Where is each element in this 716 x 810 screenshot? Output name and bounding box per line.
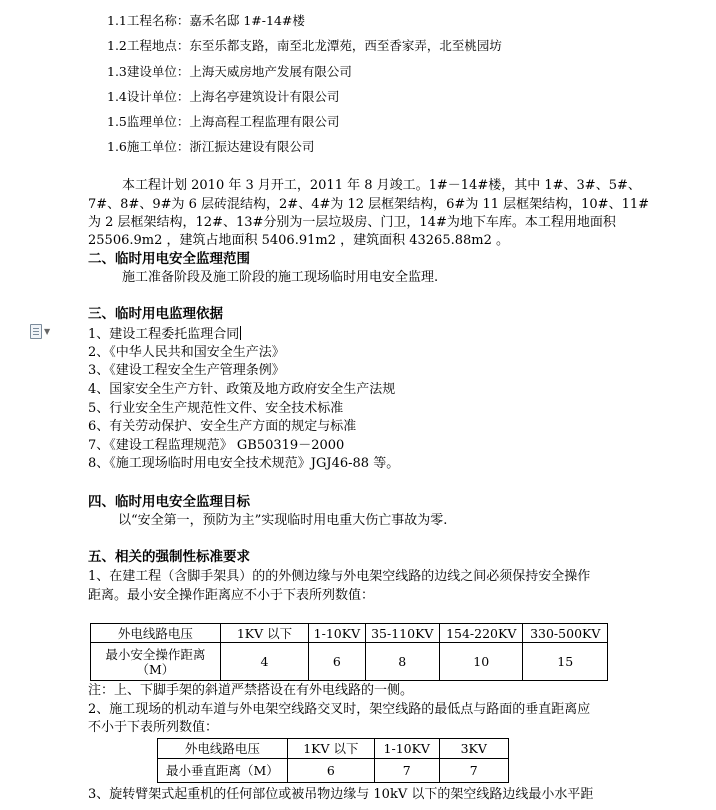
- info-line: 1.5监理单位：上海高程工程监理有限公司: [107, 114, 340, 129]
- section-heading: 五、相关的强制性标准要求: [88, 549, 250, 565]
- table-note: 注：上、下脚手架的斜道严禁搭设在有外电线路的一侧。: [88, 683, 414, 698]
- table-cell: 6: [309, 643, 365, 681]
- table-cell: 15: [523, 643, 608, 681]
- table-cell: 7: [439, 759, 508, 783]
- list-item: 7、《建设工程监理规范》 GB50319－2000: [88, 438, 345, 453]
- paragraph-line: 2、施工现场的机动车道与外电架空线路交叉时，架空线路的最低点与路面的垂直距离应: [88, 702, 591, 717]
- table-cell: 1-10KV: [374, 739, 439, 759]
- overview-line: 为 2 层框架结构，12#、13#分别为一层垃圾房、门卫，14#为地下车库。本工程用地面积: [88, 215, 616, 230]
- paragraph-line: 1、在建工程（含脚手架具）的的外侧边缘与外电架空线路的边线之间必须保持安全操作: [88, 569, 591, 584]
- document-icon: [30, 324, 42, 339]
- table-cell: 1KV 以下: [287, 739, 374, 759]
- overview-line: 7#、8#、9#为 6 层砖混结构，2#、4#为 12 层框架结构，6#为 11 层框架结构，10#、11#: [88, 197, 649, 212]
- overview-line: 本工程计划 2010 年 3 月开工，2011 年 8 月竣工。1#－14#楼，其中 1#、3#、5#、: [122, 178, 641, 193]
- info-line: 1.4设计单位：上海名亭建筑设计有限公司: [107, 89, 340, 104]
- distance-table-1: [90, 623, 608, 681]
- paragraph-line: 距离。最小安全操作距离应不小于下表所列数值：: [88, 588, 375, 603]
- info-line: 1.1工程名称：嘉禾名邸 1#-14#楼: [107, 13, 305, 28]
- table-row: [91, 643, 608, 681]
- list-item[interactable]: [88, 326, 241, 343]
- table-row: [158, 759, 509, 783]
- chevron-down-icon: ▼: [44, 327, 51, 336]
- table-cell: 6: [287, 759, 374, 783]
- table-cell: 10: [439, 643, 522, 681]
- list-item: 6、有关劳动保护、安全生产方面的规定与标准: [88, 419, 357, 434]
- table-header-row: [91, 624, 608, 643]
- list-item: 2、《中华人民共和国安全生产法》: [88, 345, 285, 360]
- list-item: 4、国家安全生产方针、政策及地方政府安全生产法规: [88, 382, 396, 397]
- table-cell: 154-220KV: [439, 624, 522, 643]
- info-line: 1.6施工单位：浙江振达建设有限公司: [107, 139, 315, 154]
- list-item: 8、《施工现场临时用电安全技术规范》JGJ46-88 等。: [88, 456, 400, 471]
- section-text: 以“安全第一，预防为主”实现临时用电重大伤亡事故为零.: [118, 513, 448, 528]
- info-line: 1.3建设单位：上海天威房地产发展有限公司: [107, 64, 352, 79]
- text-cursor: [240, 326, 241, 340]
- table-cell: 4: [220, 643, 309, 681]
- distance-table-2: [157, 738, 509, 783]
- row-unit: （M）: [136, 661, 175, 677]
- table-cell: 外电线路电压: [91, 624, 221, 643]
- table-cell: 330-500KV: [523, 624, 608, 643]
- table-cell: 1-10KV: [309, 624, 365, 643]
- table-cell: 1KV 以下: [220, 624, 309, 643]
- row-label: 最小安全操作距离: [105, 646, 206, 662]
- document-icon[interactable]: [30, 324, 52, 340]
- table-header-row: [158, 739, 509, 759]
- table-cell: 8: [365, 643, 439, 681]
- section-heading: 三、临时用电监理依据: [88, 306, 223, 322]
- list-item: 5、行业安全生产规范性文件、安全技术标准: [88, 401, 344, 416]
- table-cell: 35-110KV: [365, 624, 439, 643]
- table-cell: 3KV: [439, 739, 508, 759]
- overview-line: 25506.9m2 ，建筑占地面积 5406.91m2 ，建筑面积 43265.88m2 。: [88, 233, 510, 248]
- info-line: 1.2工程地点：东至乐都支路，南至北龙潭苑，西至香家弄，北至桃园坊: [107, 38, 502, 53]
- section-heading: 四、临时用电安全监理目标: [88, 494, 250, 510]
- table-cell: 7: [374, 759, 439, 783]
- list-item: 3、《建设工程安全生产管理条例》: [88, 363, 285, 378]
- table-cell: 最小垂直距离（M）: [158, 759, 288, 783]
- paragraph-line: 不小于下表所列数值：: [88, 720, 219, 735]
- paragraph-line: 3、旋转臂架式起重机的任何部位或被吊物边缘与 10kV 以下的架空线路边线最小水平距: [88, 787, 594, 802]
- section-text: 施工准备阶段及施工阶段的施工现场临时用电安全监理.: [122, 270, 439, 285]
- table-cell: [91, 643, 221, 681]
- list-item-text: 1、建设工程委托监理合同: [88, 327, 240, 342]
- section-heading: 二、临时用电安全监理范围: [88, 251, 250, 267]
- table-cell: 外电线路电压: [158, 739, 288, 759]
